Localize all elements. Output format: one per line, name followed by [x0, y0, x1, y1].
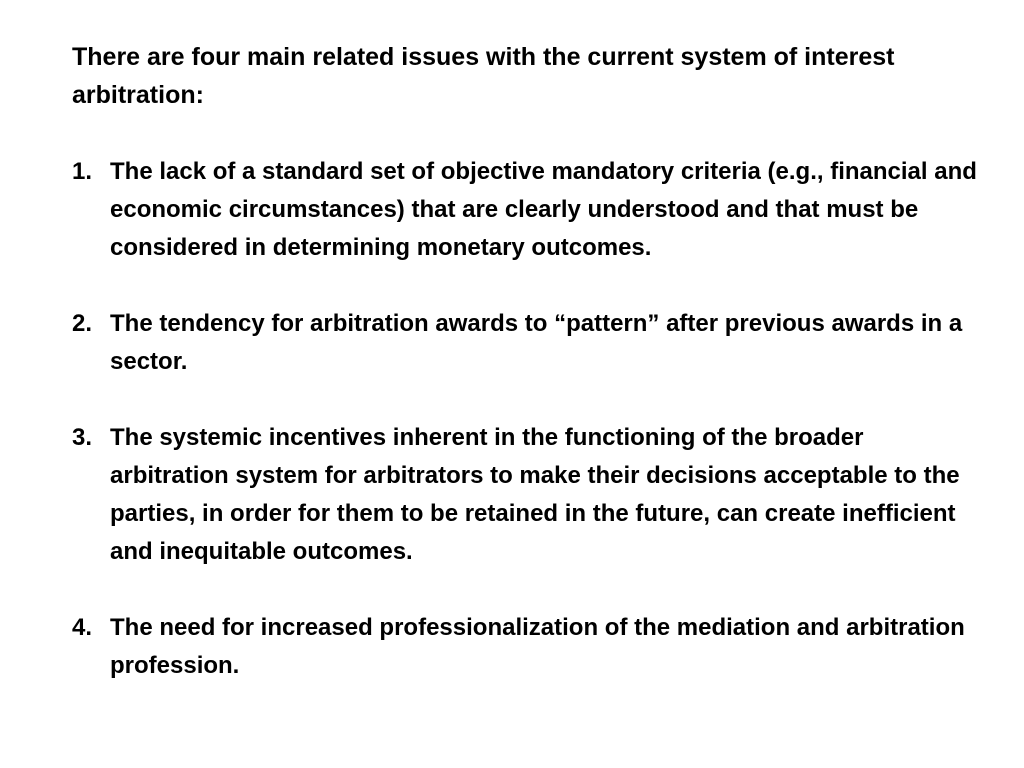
issue-text-4: The need for increased professionalization of the mediation and arbitration profession.: [110, 614, 965, 679]
issue-list: [72, 153, 977, 723]
issue-item-4: [72, 609, 977, 685]
issue-number-4: 4.: [72, 614, 93, 641]
issue-text-1: The lack of a standard set of objective mandatory criteria (e.g., financial and economic circumstances) that are clearly understood and that must be considered in determining monetary outcomes.: [110, 158, 977, 261]
issue-item-1: [72, 153, 977, 267]
issue-text-3: The systemic incentives inherent in the functioning of the broader arbitration system for arbitrators to make their decisions acceptable to the parties, in order for them to be retained in the future, can create inefficient and inequitable outcomes.: [110, 424, 960, 565]
issue-number-1: 1.: [72, 158, 93, 185]
issue-item-3: [72, 419, 977, 571]
issue-number-2: 2.: [72, 310, 93, 337]
issue-text-2: The tendency for arbitration awards to “pattern” after previous awards in a sector.: [110, 310, 963, 375]
issue-number-3: 3.: [72, 424, 93, 451]
issue-item-2: [72, 305, 977, 381]
intro-paragraph: There are four main related issues with the current system of interest arbitration:: [72, 43, 895, 109]
